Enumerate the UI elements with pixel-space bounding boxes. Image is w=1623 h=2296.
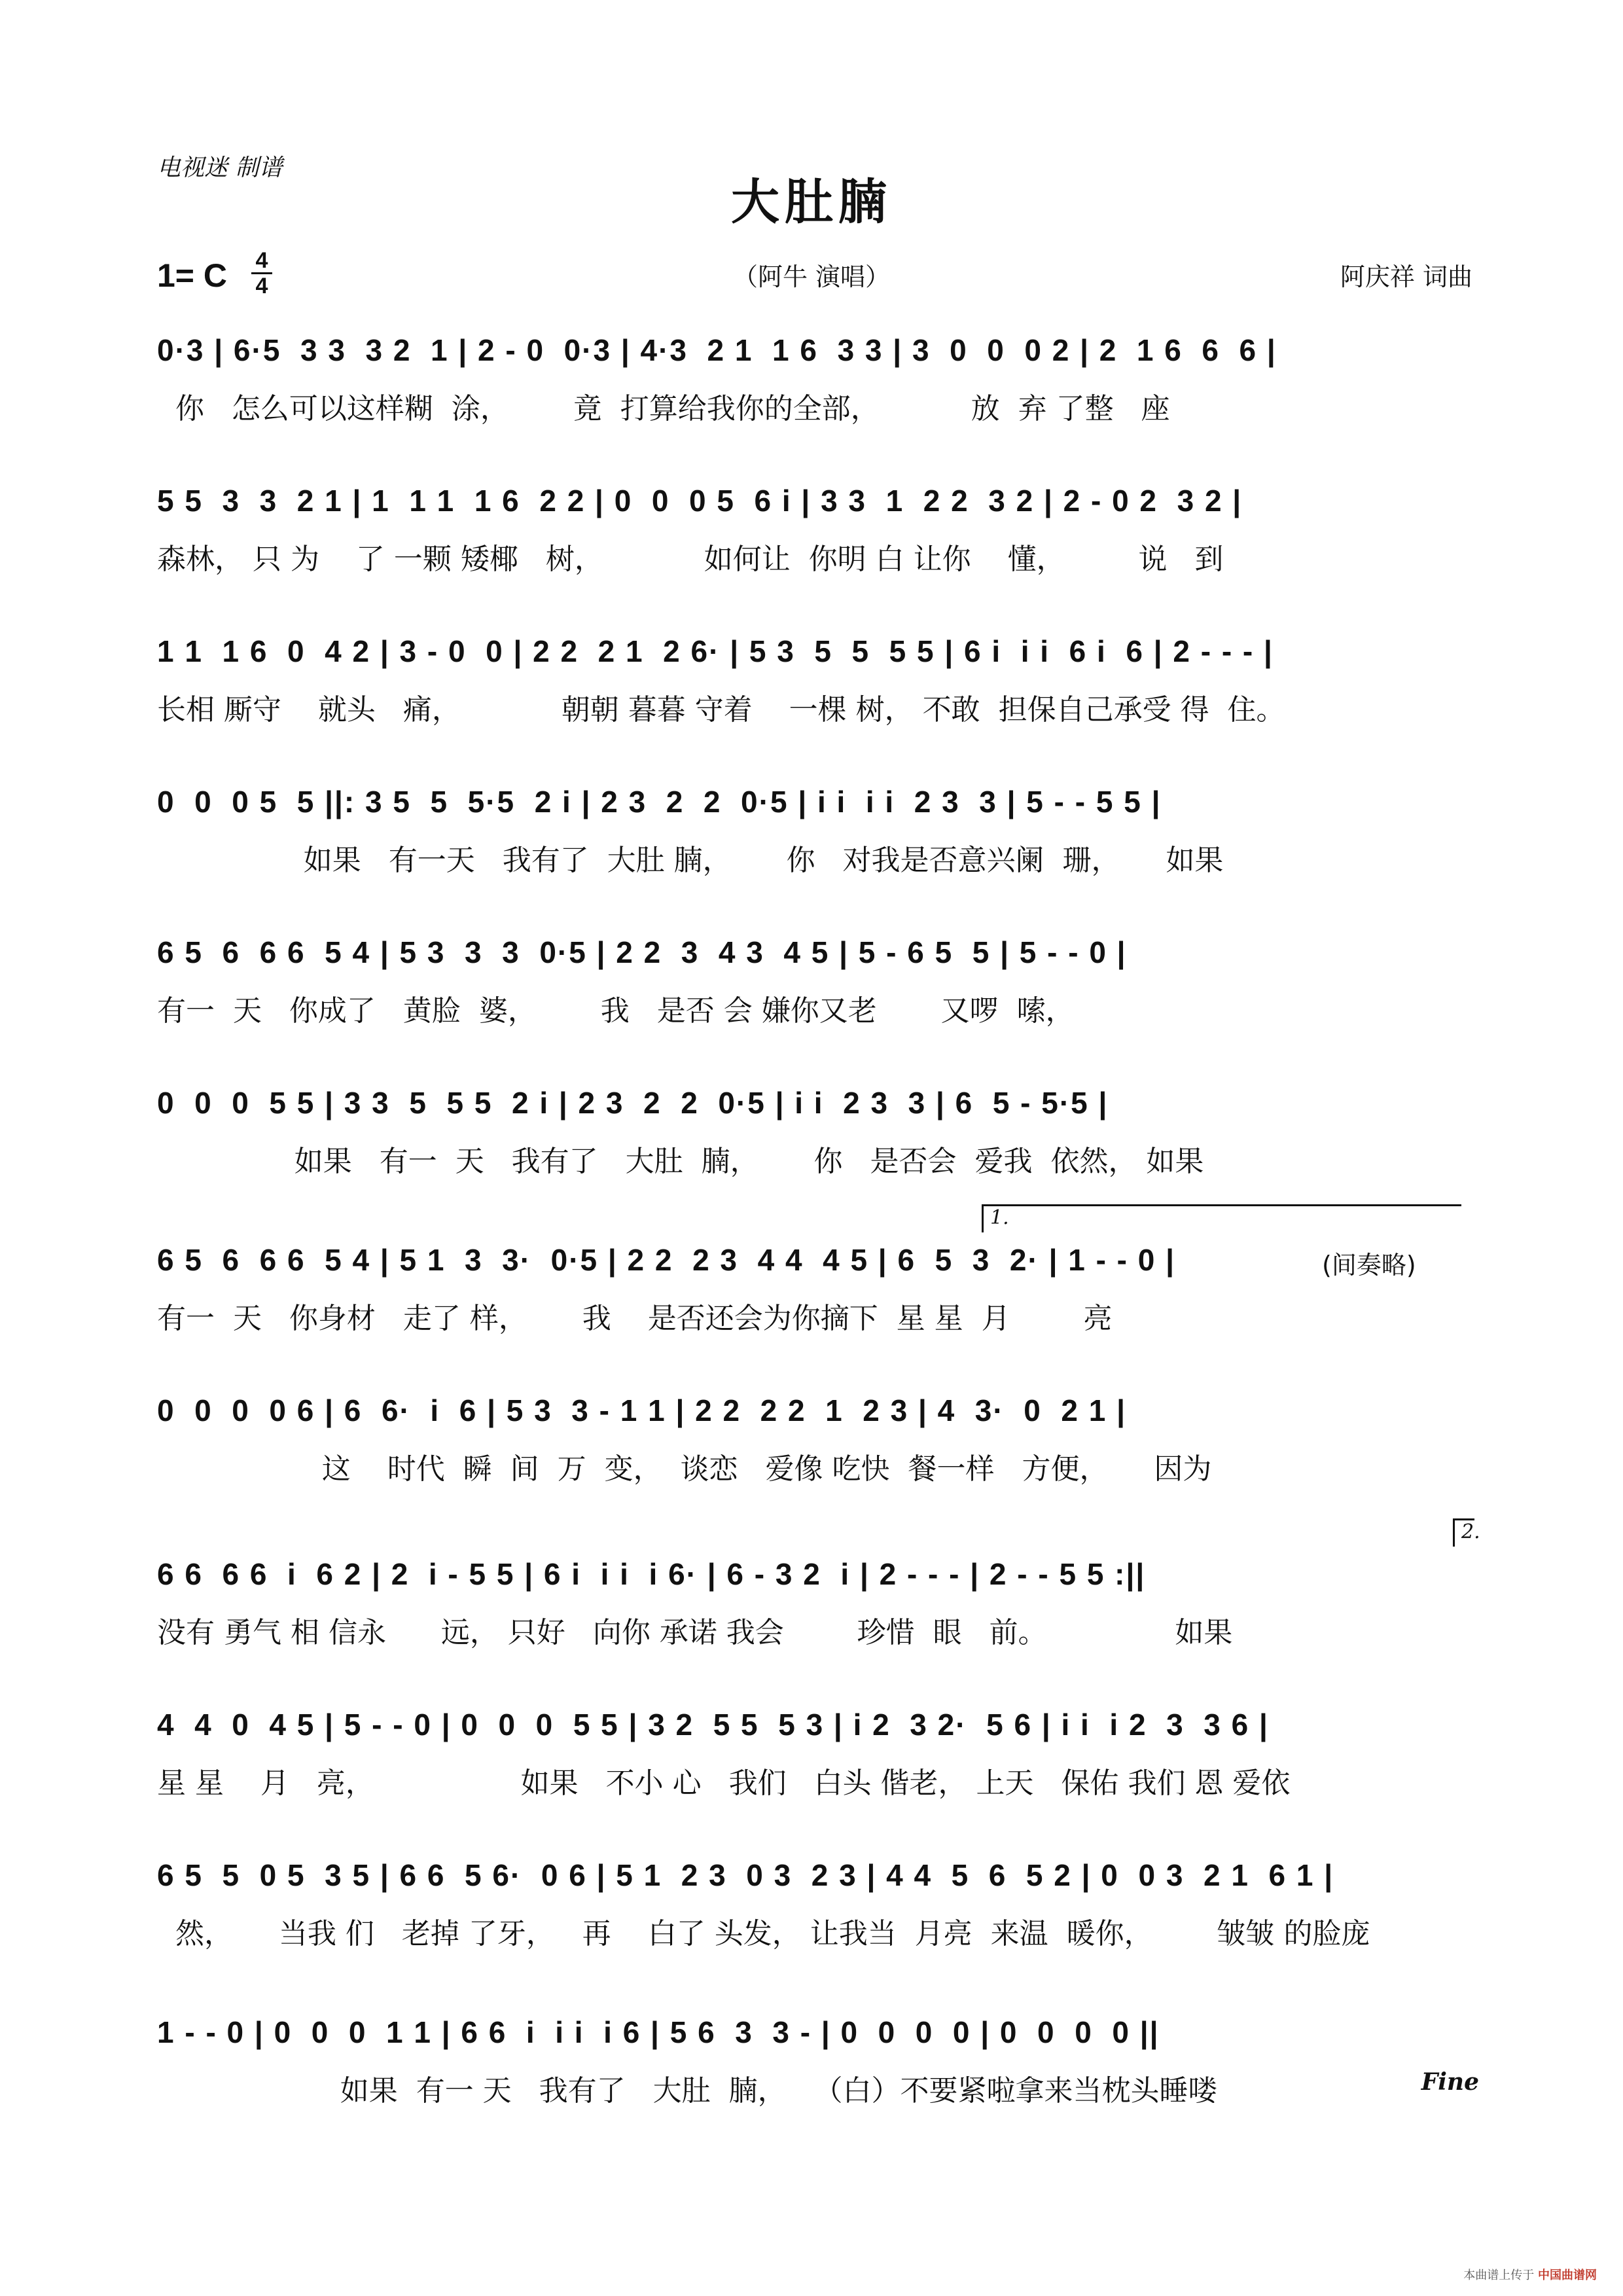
score-system-6 — [157, 1073, 1472, 1204]
score-system-12 — [157, 2003, 1472, 2134]
fine-mark: Fine — [1421, 2068, 1479, 2096]
notation-line: 0 0 0 5 5 | 3 3 5 5 5 2 i | 2 3 2 2 0·5 | i i 2 3 3 | 6 5 - 5·5 | — [157, 1086, 1109, 1120]
notation-line: 0 0 0 0 6 | 6 6· i 6 | 5 3 3 - 1 1 | 2 2 2 2 1 2 3 | 4 3· 0 2 1 | — [157, 1393, 1126, 1427]
time-signature-top: 4 — [255, 248, 268, 273]
score-system-7 — [157, 1206, 1472, 1361]
lyrics-line: 如果 有一天 我有了 大肚 腩， 你 对我是否意兴阑 珊， 如果 — [157, 844, 1224, 877]
score-system-5 — [157, 923, 1472, 1054]
score-system-4 — [157, 772, 1472, 903]
score-system-1 — [157, 321, 1472, 452]
notation-line: 5 5 3 3 2 1 | 1 1 1 1 6 2 2 | 0 0 0 5 6 i | 3 3 1 2 2 3 2 | 2 - 0 2 3 2 | — [157, 484, 1243, 518]
notation-line: 1 1 1 6 0 4 2 | 3 - 0 0 | 2 2 2 1 2 6· | 5 3 5 5 5 5 | 6 i i i 6 i 6 | 2 - - - | — [157, 634, 1274, 668]
notation-line: 1 - - 0 | 0 0 0 1 1 | 6 6 i i i i 6 | 5 6 3 3 - | 0 0 0 0 | 0 0 0 0 || — [157, 2015, 1160, 2049]
lyrics-line: 如果 有一 天 我有了 大肚 腩， 你 是否会 爱我 依然， 如果 — [157, 1145, 1204, 1178]
score-system-11 — [157, 1846, 1472, 1977]
lyrics-line: 有一 天 你身材 走了 样， 我 是否还会为你摘下 星 星 月 亮 — [157, 1302, 1113, 1335]
notation-line: 6 5 6 6 6 5 4 | 5 1 3 3· 0·5 | 2 2 2 3 4 4 4 5 | 6 5 3 2· | 1 - - 0 | — [157, 1243, 1176, 1277]
notation-line: 4 4 0 4 5 | 5 - - 0 | 0 0 0 5 5 | 3 2 5 5 5 3 | i 2 3 2· 5 6 | i i i 2 3 3 6 | — [157, 1708, 1269, 1742]
song-title: 大肚腩 — [731, 174, 892, 230]
score-system-8 — [157, 1381, 1472, 1512]
notation-line: 6 5 5 0 5 3 5 | 6 6 5 6· 0 6 | 5 1 2 3 0 3 2 3 | 4 4 5 6 5 2 | 0 0 3 2 1 6 1 | — [157, 1858, 1334, 1892]
lyrics-line: 你 怎么可以这样糊 涂， 竟 打算给我你的全部， 放 弃 了整 座 — [157, 392, 1170, 425]
lyrics-line: 森林， 只 为 了 一颗 矮椰 树， 如何让 你明 白 让你 懂， 说 到 — [157, 543, 1224, 576]
footer-watermark — [1463, 2266, 1597, 2283]
score-system-10 — [157, 1695, 1472, 1826]
notation-line: 6 6 6 6 i 6 2 | 2 i - 5 5 | 6 i i i i 6· | 6 - 3 2 i | 2 - - - | 2 - - 5 5 :|| — [157, 1557, 1146, 1591]
notation-line: 0 0 0 5 5 ||: 3 5 5 5·5 2 i | 2 3 2 2 0·5 | i i i i 2 3 3 | 5 - - 5 5 | — [157, 785, 1162, 819]
key-signature: 1= C — [157, 257, 228, 294]
score-system-2 — [157, 471, 1472, 602]
lyrics-line: 这 时代 瞬 间 万 变， 谈恋 爱像 吃快 餐一样 方便， 因为 — [157, 1452, 1212, 1486]
lyrics-line: 长相 厮守 就头 痛， 朝朝 暮暮 守着 一棵 树， 不敢 担保自己承受 得 住。 — [157, 693, 1285, 726]
lyrics-line: 星 星 月 亮， 如果 不小 心 我们 白头 偕老， 上天 保佑 我们 恩 爱依 — [157, 1767, 1291, 1800]
singer-credit: （阿牛 演唱） — [732, 262, 891, 291]
lyrics-line: 没有 勇气 相 信永 远， 只好 向你 承诺 我会 珍惜 眼 前。 如果 — [157, 1616, 1233, 1649]
time-signature-bottom: 4 — [255, 274, 268, 298]
composer-credit: 阿庆祥 词曲 — [1340, 262, 1472, 291]
score-system-9 — [157, 1520, 1480, 1676]
lyrics-line: 如果 有一 天 我有了 大肚 腩， （白）不要紧啦拿来当枕头睡喽 — [157, 2074, 1217, 2108]
footer-site-logo: 中国曲谱网 — [1538, 2269, 1597, 2282]
transcriber-credit: 电视迷 制谱 — [157, 154, 283, 181]
second-ending-bracket: 2. — [1453, 1518, 1474, 1547]
notation-line: 6 5 6 6 6 5 4 | 5 3 3 3 0·5 | 2 2 3 4 3 4 5 | 5 - 6 5 5 | 5 - - 0 | — [157, 935, 1127, 969]
first-ending-bracket: 1. — [982, 1204, 1461, 1232]
lyrics-line: 有一 天 你成了 黄脸 婆， 我 是否 会 嫌你又老 又啰 嗦， — [157, 994, 1075, 1028]
lyrics-line: 然， 当我 们 老掉 了牙， 再 白了 头发， 让我当 月亮 来温 暖你， 皱皱 的脸庞 — [157, 1917, 1370, 1950]
footer-note: 本曲谱上传于 — [1463, 2269, 1535, 2282]
notation-line: 0·3 | 6·5 3 3 3 2 1 | 2 - 0 0·3 | 4·3 2 1 1 6 3 3 | 3 0 0 0 2 | 2 1 6 6 6 | — [157, 333, 1277, 367]
score-system-3 — [157, 622, 1472, 753]
interlude-note: (间奏略) — [1322, 1251, 1416, 1280]
